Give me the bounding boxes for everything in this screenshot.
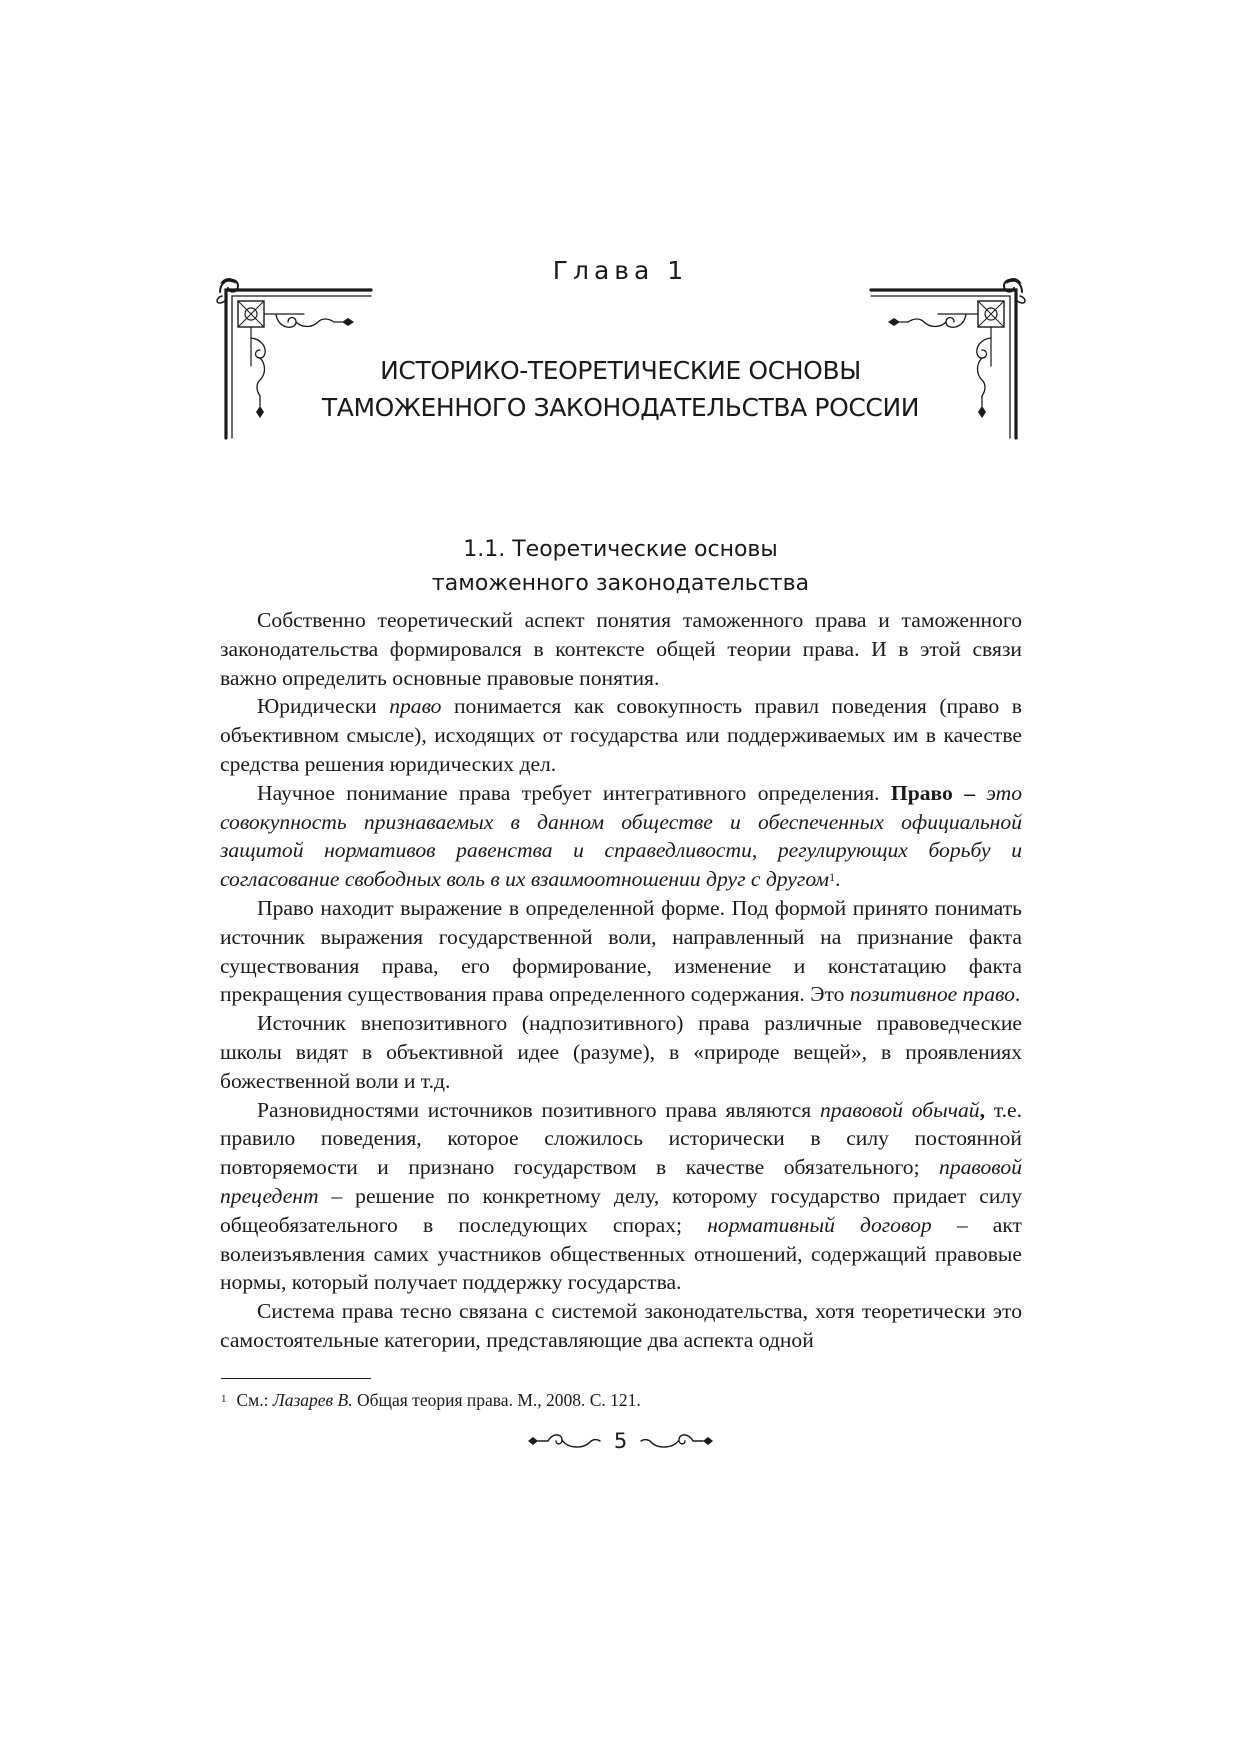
- term-pravo: право: [389, 694, 442, 719]
- paragraph-5: Источник внепозитивного (надпозитивного) права различные правоведческие школы видят в объективной идее (разуме), в «природе вещей», в проявлениях божественной воли и т.д.: [220, 1011, 1022, 1093]
- paragraph-6: Разновидностями источников позитивного права являются правовой обычай, т.е. правило поведения, которое сложилось исторически в силу постоянной повторяемости и признано государством в качестве обязательного; правовой прецедент – решение по конкретному делу, которому государство придает силу общеобязательного в последующих спорах; нормативный договор – акт волеизъявления самих участников общественных отношений, содержащий правовые нормы, который получает поддержку государства.: [220, 1097, 1022, 1295]
- footnote-author: Лазарев В.: [272, 1390, 353, 1410]
- definition-term: Право –: [890, 780, 975, 805]
- page-number: 5: [613, 1429, 628, 1453]
- chapter-label: Глава 1: [552, 256, 689, 285]
- footnote-reference: 1: [829, 870, 836, 885]
- page-footer: [0, 1426, 1241, 1456]
- chapter-title-line-2: ТАМОЖЕННОГО ЗАКОНОДАТЕЛЬСТВА РОССИИ: [321, 393, 920, 422]
- paragraph-2: Юридически право понимается как совокупность правил поведения (право в объективном смысле), исходящих от государства или поддерживаемых им в качестве средства решения юридических дел.: [220, 694, 1022, 776]
- paragraph-7: Система права тесно связана с системой законодательства, хотя теоретически это самостоятельные категории, представляющие два аспекта одной: [220, 1299, 1022, 1352]
- paragraph-1: Собственно теоретический аспект понятия таможенного права и таможенного законодательства формировался в контексте общей теории права. И в этой связи важно определить основные правовые понятия.: [220, 608, 1022, 690]
- chapter-title: [250, 352, 991, 426]
- footnote: $^1$ См.: Лазарев В. Общая теория права. М., 2008. С. 121.: [221, 1390, 641, 1410]
- term-legal-custom: правовой обычай: [819, 1097, 980, 1122]
- swirl-left-icon: [526, 1430, 602, 1452]
- term-positive-law: позитивное право: [849, 982, 1015, 1007]
- section-title-line-2: таможенного законодательства: [431, 571, 810, 596]
- swirl-right-icon: [639, 1430, 715, 1452]
- term-legal-precedent: правовой прецедент: [220, 1155, 1022, 1208]
- paragraph-3: Научное понимание права требует интегративного определения. Право – это совокупность признаваемых в данном обществе и обеспеченных официальной защитой нормативов равенства и справедливости, регулирующих борьбу и согласование свободных воль в их взаимоотношении друг с другом$^1$.: [220, 780, 1022, 892]
- footnote-marker: 1: [221, 1393, 227, 1405]
- definition-text: это совокупность признаваемых в данном обществе и обеспеченных официальной защитой нормативов равенства и справедливости, регулирующих борьбу и согласование свободных воль в их взаимоотношении друг с другом: [220, 780, 1022, 892]
- body-text: [220, 606, 1022, 1355]
- paragraph-4: Право находит выражение в определенной форме. Под формой принято понимать источник выражения государственной воли, направленный на признание факта существования права, его формирование, изменение и констатацию факта прекращения существования права определенного содержания. Это позитивное право.: [220, 895, 1022, 1007]
- chapter-title-line-1: ИСТОРИКО-ТЕОРЕТИЧЕСКИЕ ОСНОВЫ: [380, 356, 861, 385]
- footnote-divider: [221, 1378, 371, 1379]
- term-normative-agreement: нормативный договор: [707, 1212, 932, 1237]
- section-title-line-1: 1.1. Теоретические основы: [463, 537, 778, 562]
- section-title: [220, 533, 1021, 601]
